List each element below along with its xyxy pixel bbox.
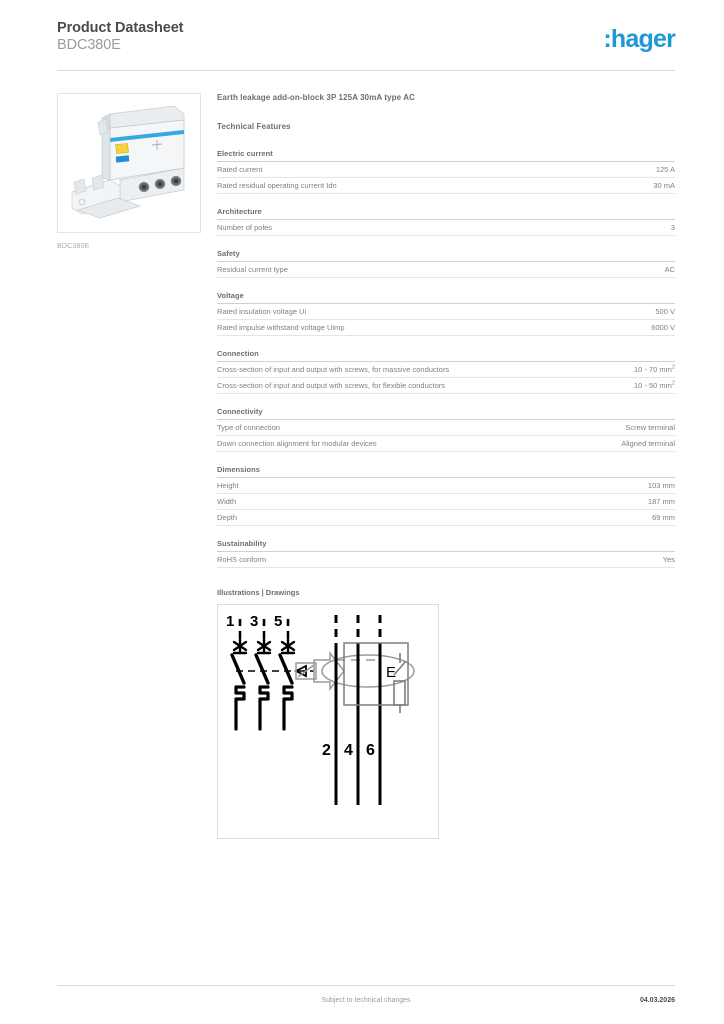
spec-group — [217, 407, 675, 452]
spec-value: 69 mm — [652, 512, 675, 522]
terminal-label-4: 4 — [344, 742, 353, 759]
spec-group — [217, 291, 675, 336]
product-name: Earth leakage add-on-block 3P 125A 30mA type AC — [217, 93, 415, 102]
spec-label: Cross-section of input and output with screws, for flexible conductors — [217, 380, 446, 390]
spec-value: 103 mm — [647, 480, 675, 490]
spec-value: AC — [664, 264, 675, 274]
spec-row — [217, 320, 675, 336]
spec-group-heading: Sustainability — [217, 539, 675, 552]
spec-label: Rated insulation voltage Ui — [217, 306, 307, 316]
spec-group — [217, 539, 675, 568]
spec-value: 3 — [670, 222, 675, 232]
page-footer — [57, 997, 675, 1011]
spec-value-exponent: 2 — [671, 380, 675, 386]
spec-row — [217, 378, 675, 394]
spec-row — [217, 552, 675, 568]
spec-label: Rated residual operating current Idn — [217, 180, 337, 190]
spec-group — [217, 349, 675, 394]
illustrations-section — [217, 588, 675, 839]
terminal-label-5: 5 — [274, 613, 283, 630]
page-header — [57, 20, 675, 70]
spec-value: Yes — [662, 554, 675, 564]
spec-group-heading: Voltage — [217, 291, 675, 304]
product-figure — [57, 93, 203, 250]
spec-value: 187 mm — [647, 496, 675, 506]
spec-value: 30 mA — [653, 180, 675, 190]
spec-label: Depth — [217, 512, 238, 522]
spec-value-text: 10 - 70 mm — [634, 364, 672, 374]
spec-value: 500 V — [655, 306, 675, 316]
spec-label: Residual current type — [217, 264, 288, 274]
spec-group — [217, 465, 675, 526]
spec-group — [217, 149, 675, 194]
spec-row — [217, 220, 675, 236]
datasheet-content — [217, 93, 675, 839]
product-image-frame — [57, 93, 201, 233]
footer-note: Subject to technical changes — [321, 997, 411, 1004]
terminal-label-1: 1 — [226, 613, 235, 630]
spec-row — [217, 162, 675, 178]
spec-group-heading: Architecture — [217, 207, 675, 220]
title-block — [57, 20, 183, 54]
spec-row — [217, 494, 675, 510]
spec-label: Height — [217, 480, 239, 490]
spec-row — [217, 436, 675, 452]
spec-row — [217, 304, 675, 320]
spec-row — [217, 510, 675, 526]
footer-divider — [57, 985, 675, 986]
terminal-label-3: 3 — [250, 613, 259, 630]
spec-group — [217, 207, 675, 236]
terminal-label-6: 6 — [366, 742, 375, 759]
spec-value-text: 10 - 50 mm — [634, 380, 672, 390]
spec-value — [622, 382, 675, 390]
footer-date: 04.03.2026 — [639, 997, 675, 1004]
spec-label: Type of connection — [217, 422, 280, 432]
specification-table — [217, 149, 675, 568]
spec-group-heading: Connection — [217, 349, 675, 362]
product-photo-icon — [58, 94, 200, 232]
spec-group-heading: Safety — [217, 249, 675, 262]
spec-value: Aligned terminal — [621, 438, 675, 448]
spec-label: Down connection alignment for modular devices — [217, 438, 377, 448]
illustrations-title: Illustrations | Drawings — [217, 588, 300, 597]
spec-value: 125 A — [655, 164, 675, 174]
spec-value — [622, 366, 675, 374]
page-subtitle: BDC380E — [57, 37, 121, 53]
page-title: Product Datasheet — [57, 20, 184, 36]
spec-group — [217, 249, 675, 278]
spec-label: Number of poles — [217, 222, 273, 232]
terminal-label-2: 2 — [322, 742, 331, 759]
hager-logo: :hager — [603, 25, 675, 53]
spec-label: Cross-section of input and output with screws, for massive conductors — [217, 364, 450, 374]
spec-label: Width — [217, 496, 237, 506]
wiring-diagram-frame — [217, 604, 439, 839]
wiring-diagram-icon — [218, 605, 438, 838]
spec-row — [217, 178, 675, 194]
spec-group-heading: Electric current — [217, 149, 675, 162]
spec-group-heading: Dimensions — [217, 465, 675, 478]
technical-features-title: Technical Features — [217, 122, 291, 131]
spec-row — [217, 362, 675, 378]
spec-value-exponent: 2 — [671, 364, 675, 370]
spec-group-heading: Connectivity — [217, 407, 675, 420]
spec-row — [217, 262, 675, 278]
spec-label: Rated impulse withstand voltage Uimp — [217, 322, 345, 332]
product-image-caption: BDC380E — [57, 243, 90, 250]
spec-label: Rated current — [217, 164, 263, 174]
spec-label: RoHS conform — [217, 554, 267, 564]
spec-value: Screw terminal — [625, 422, 675, 432]
header-divider — [57, 70, 675, 71]
spec-row — [217, 478, 675, 494]
test-label: E — [386, 664, 397, 681]
spec-value: 6000 V — [651, 322, 675, 332]
spec-row — [217, 420, 675, 436]
